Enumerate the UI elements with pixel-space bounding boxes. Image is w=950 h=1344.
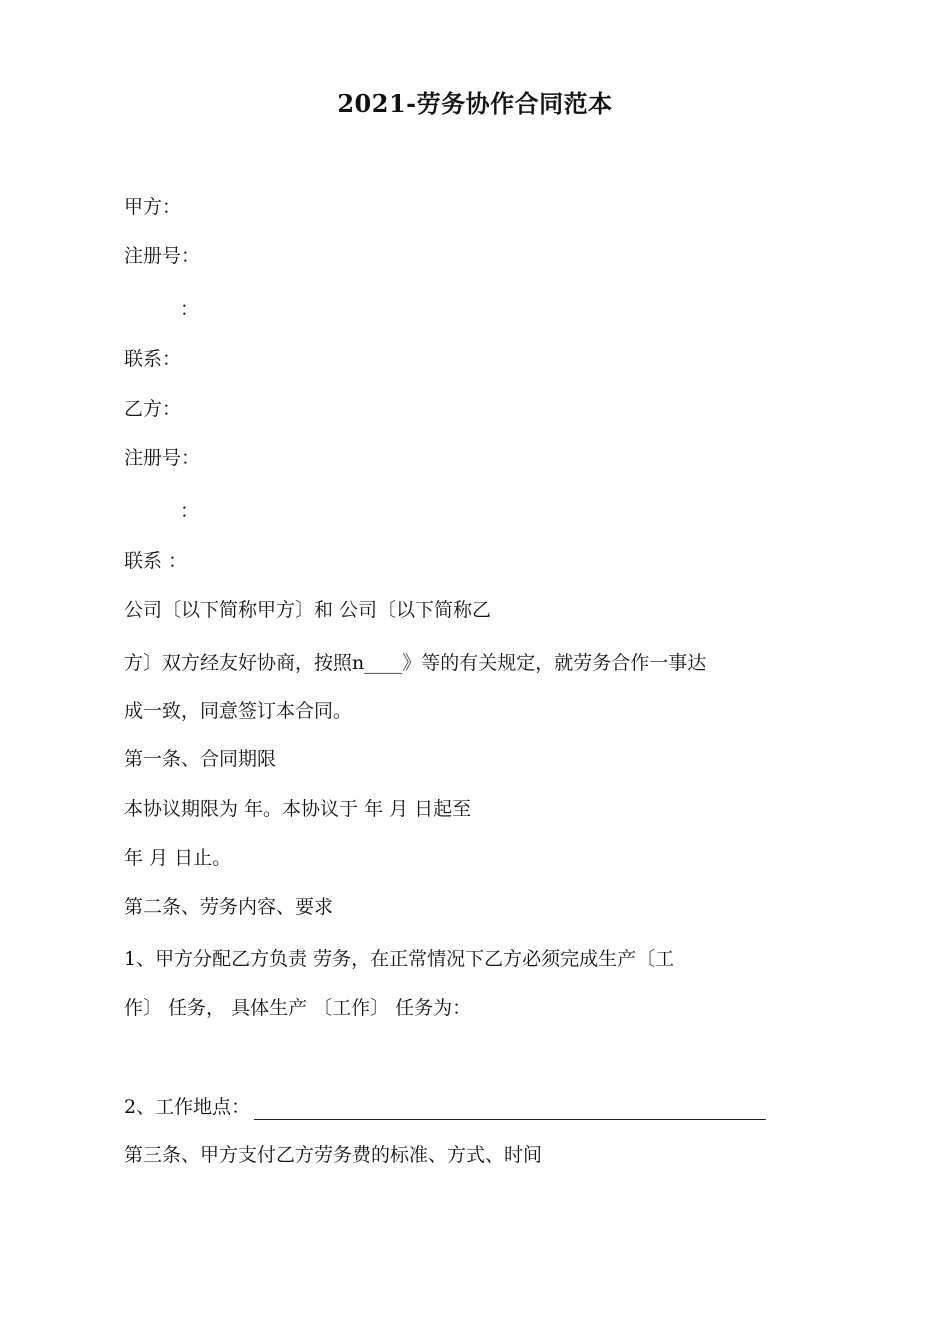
article-1-text-line-1: 本协议期限为 年。本协议于 年 月 日起至 <box>124 798 472 820</box>
work-location-blank <box>254 1099 766 1120</box>
document-title: 2021-劳务协作合同范本 <box>337 89 613 118</box>
article-2-item-1-line-2: 作〕 任务， 具体生产 〔工作〕 任务为： <box>124 997 472 1019</box>
intro-paragraph-line-1: 公司〔以下简称甲方〕和 公司〔以下简称乙 <box>124 599 492 621</box>
party-a-label: 甲方： <box>124 196 182 218</box>
party-a-registration-label: 注册号： <box>124 245 201 267</box>
work-location-label: 2、工作地点： <box>124 1096 251 1118</box>
article-1-heading: 第一条、合同期限 <box>124 748 277 770</box>
article-2-heading: 第二条、劳务内容、要求 <box>124 896 334 918</box>
article-2-item-1-line-1: 1、甲方分配乙方负责 劳务，在正常情况下乙方必须完成生产〔工 <box>124 948 675 970</box>
party-a-contact-label: 联系： <box>124 348 182 370</box>
party-b-contact-label: 联系 ： <box>124 550 188 572</box>
article-1-text-line-2: 年 月 日止。 <box>124 847 232 869</box>
intro-paragraph-line-2: 方〕双方经友好协商，按照n____》等的有关规定，就劳务合作一事达 <box>124 652 707 674</box>
intro-paragraph-line-3: 成一致，同意签订本合同。 <box>124 700 353 722</box>
party-b-registration-label: 注册号： <box>124 447 201 469</box>
article-3-heading: 第三条、甲方支付乙方劳务费的标准、方式、时间 <box>124 1144 543 1166</box>
party-a-blank-field: ： <box>180 298 200 320</box>
party-b-blank-field: ： <box>180 500 200 522</box>
work-location-line <box>124 1094 766 1120</box>
party-b-label: 乙方： <box>124 398 182 420</box>
